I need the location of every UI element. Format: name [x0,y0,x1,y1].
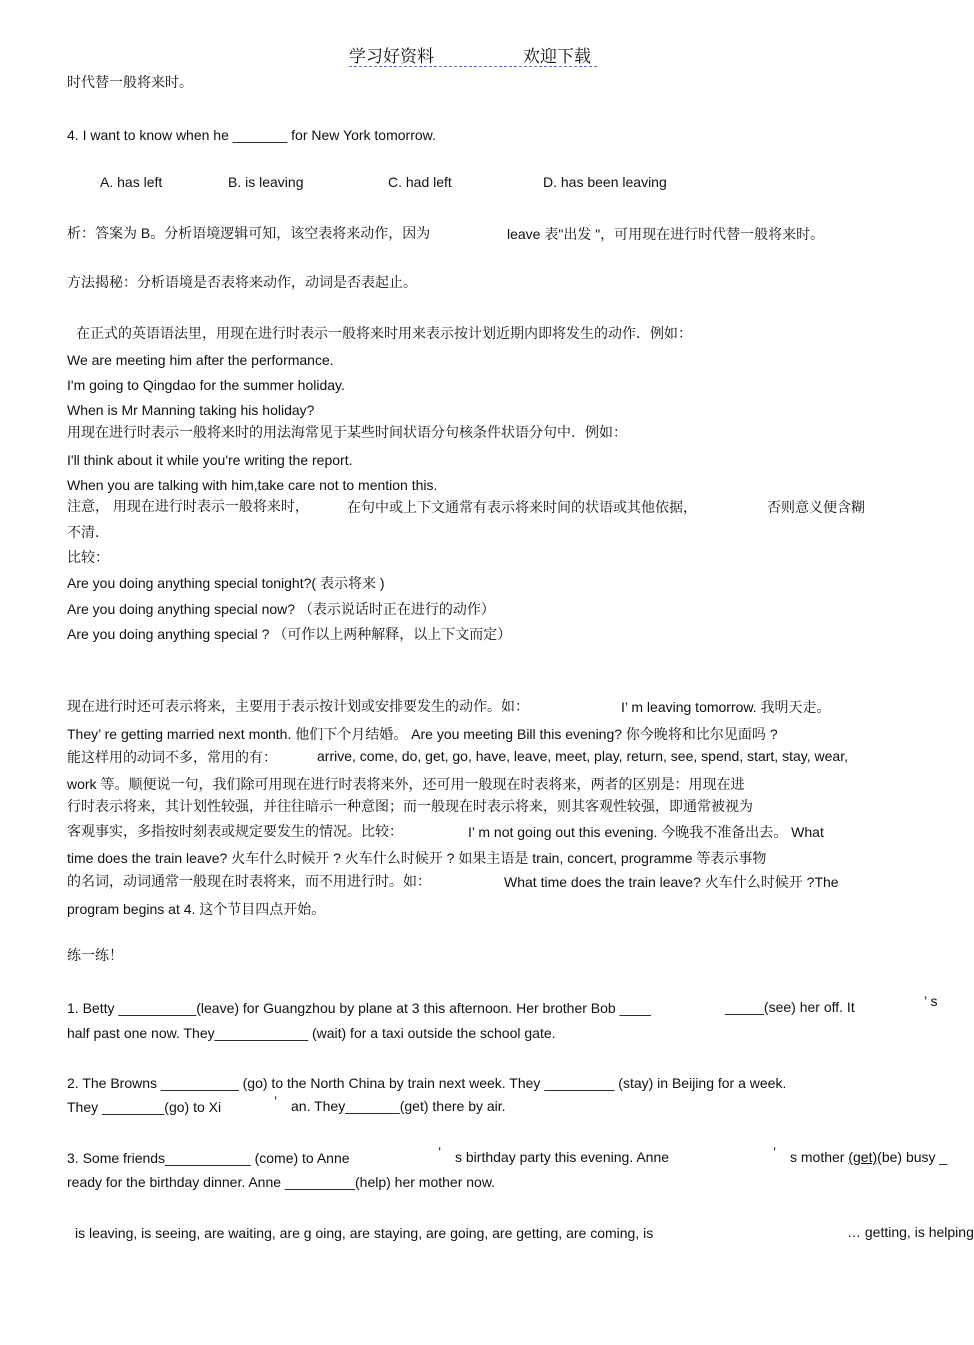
example-sentence: I'm going to Qingdao for the summer holiday. [67,377,345,393]
compare-label: 比较： [67,549,109,565]
analysis-text: 析：答案为 B。分析语境逻辑可知，该空表将来动作，因为 [67,225,431,241]
exercise-3-apostrophe: ’ [773,1144,777,1160]
option-d: D. has been leaving [543,174,667,190]
paragraph-text: 的名词，动词通常一般现在时表将来，而不用进行时。如： [67,873,431,889]
paragraph-text: 客观事实，多指按时刻表或规定要发生的情况。比较： [67,823,403,839]
paragraph-text-cont: I’ m not going out this evening. 今晚我不准备出去。 What [468,824,824,840]
text-line: 时代替一般将来时。 [67,74,193,90]
exercise-1: half past one now. They____________ (wait) for a taxi outside the school gate. [67,1025,556,1041]
exercise-2: 2. The Browns __________ (go) to the North China by train next week. They _________ (stay) in Beijing for a week. [67,1075,787,1091]
practice-heading: 练一练！ [67,947,123,963]
exercise-3-cont: s birthday party this evening. Anne [455,1149,670,1165]
exercise-3-apostrophe: ’ [438,1144,442,1160]
option-b: B. is leaving [228,174,304,190]
example-sentence: Are you doing anything special now? （表示说话时正在进行的动作） [67,601,495,617]
paragraph-text: 用现在进行时表示一般将来时的用法海常见于某些时间状语分句核条件状语分句中．例如： [67,424,627,440]
example-sentence: We are meeting him after the performance. [67,352,334,368]
paragraph-text: 行时表示将来，其计划性较强，并往往暗示一种意图；而一般现在时表示将来，则其客观性较强，即通常被视为 [67,798,753,814]
note-text-end: 否则意义便含糊 [767,499,865,515]
exercise-2: They ________(go) to Xi [67,1099,222,1115]
example-sentence: When is Mr Manning taking his holiday? [67,402,315,418]
exercise-1-end: ’ s [924,993,938,1009]
paragraph-text: They’ re getting married next month. 他们下个月结婚。 Are you meeting Bill this evening? 你今晚将和比尔见面吗 ? [67,726,778,742]
header-left-text: 学习好资料 [349,47,434,66]
answer-key: is leaving, is seeing, are waiting, are g oing, are staying, are going, are getting, are coming, is [75,1225,654,1241]
page-header [349,42,597,67]
paragraph-text: time does the train leave? 火车什么时候开 ? 火车什么时候开 ? 如果主语是 train, concert, programme 等表示事物 [67,850,767,866]
exercise-3: 3. Some friends___________ (come) to Anne [67,1150,350,1166]
exercise-1-cont: _____(see) her off. It [725,999,855,1015]
paragraph-text: work 等。顺便说一句，我们除可用现在进行时表将来外，还可用一般现在时表将来，两者的区别是：用现在进 [67,776,745,792]
paragraph-text: 现在进行时还可表示将来，主要用于表示按计划或安排要发生的动作。如： [67,698,529,714]
question-4: 4. I want to know when he _______ for New York tomorrow. [67,127,436,143]
note-text: 注意， 用现在进行时表示一般将来时， [67,498,309,514]
note-text: 不清． [67,524,109,540]
paragraph-intro: 在正式的英语语法里，用现在进行时表示一般将来时用来表示按计划近期内即将发生的动作．例如： [76,325,692,341]
exercise-3: ready for the birthday dinner. Anne _________(help) her mother now. [67,1174,496,1190]
analysis-text-cont: leave 表"出发 "，可用现在进行时代替一般将来时。 [507,226,825,242]
paragraph-text-cont: I’ m leaving tomorrow. 我明天走。 [621,699,831,715]
exercise-1: 1. Betty __________(leave) for Guangzhou by plane at 3 this afternoon. Her brother Bob ____ [67,1000,651,1016]
method-tip: 方法揭秘：分析语境是否表将来动作，动词是否表起止。 [67,274,417,290]
exercise-2-cont: an. They_______(get) there by air. [291,1098,506,1114]
example-sentence: I'll think about it while you're writing the report. [67,452,353,468]
option-a: A. has left [100,174,163,190]
example-sentence: When you are talking with him,take care not to mention this. [67,477,438,493]
paragraph-text-cont: What time does the train leave? 火车什么时候开 ?The [504,874,839,890]
note-text-cont: 在句中或上下文通常有表示将来时间的状语或其他依据， [347,499,697,515]
exercise-2-apostrophe: ’ [274,1093,278,1109]
answer-key-cont: … getting, is helping [847,1224,974,1240]
paragraph-text-cont: arrive, come, do, get, go, have, leave, meet, play, return, see, spend, start, stay, wear, [317,748,848,764]
option-c: C. had left [388,174,452,190]
paragraph-text: program begins at 4. 这个节目四点开始。 [67,901,326,917]
example-sentence: Are you doing anything special tonight?( 表示将来 ) [67,575,385,591]
example-sentence: Are you doing anything special ? （可作以上两种解释，以上下文而定） [67,626,512,642]
header-right-text: 欢迎下载 [523,47,591,66]
paragraph-text: 能这样用的动词不多，常用的有： [67,749,277,765]
exercise-3-end: s mother (get)(be) busy _ [790,1149,948,1165]
